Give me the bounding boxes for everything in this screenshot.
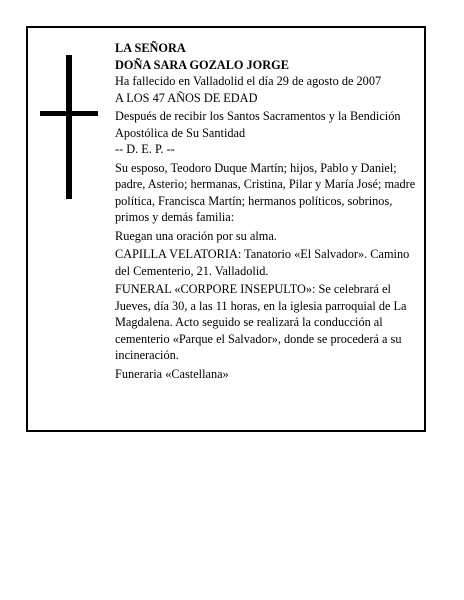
- funeral-home-line: Funeraria «Castellana»: [115, 366, 229, 381]
- obituary-notice: [26, 26, 426, 432]
- cross-vertical-bar: [66, 55, 72, 199]
- death-date-line: Ha fallecido en Valladolid el día 29 de agosto de 2007: [115, 74, 382, 88]
- sacraments-paragraph: Después de recibir los Santos Sacramentos y la Bendición Apostólica de Su Santidad: [115, 109, 401, 140]
- chapel-paragraph: CAPILLA VELATORIA: Tanatorio «El Salvador». Camino del Cementerio, 21. Valladolid.: [115, 247, 410, 278]
- cross-horizontal-bar: [40, 111, 98, 116]
- cross-icon: [40, 55, 98, 199]
- family-paragraph: Su esposo, Teodoro Duque Martín; hijos, Pablo y Daniel; padre, Asterio; hermanas, Cristina, Pilar y María José; madre política, Francisca Martín; hermanos políticos, sobrinos, primos y demás familia:: [115, 160, 416, 224]
- deceased-name: DOÑA SARA GOZALO JORGE: [115, 57, 289, 72]
- age-line: A LOS 47 AÑOS DE EDAD: [115, 90, 258, 105]
- funeral-paragraph: FUNERAL «CORPORE INSEPULTO»: Se celebrará el Jueves, día 30, a las 11 horas, en la iglesia parroquial de La Magdalena. Acto seguido se realizará la conducción al cementerio «Parque el Salvador», donde se procederá a su incineración.: [115, 282, 407, 362]
- prayer-line: Ruegan una oración por su alma.: [115, 228, 277, 243]
- rip-line: -- D. E. P. --: [115, 142, 175, 156]
- honorific-heading: LA SEÑORA: [115, 41, 186, 55]
- obituary-text: [115, 40, 427, 382]
